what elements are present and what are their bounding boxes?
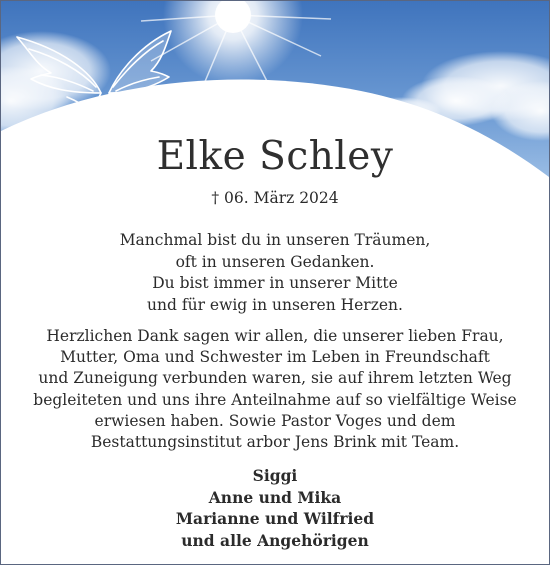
signer: Marianne und Wilfried	[175, 509, 375, 529]
thanks-line: begleiteten und uns ihre Anteilnahme auf so vielfältige Weise	[33, 390, 517, 409]
signer: und alle Angehörigen	[181, 531, 369, 551]
poem	[1, 230, 549, 317]
thanks-line: Herzlichen Dank sagen wir allen, die unserer lieben Frau,	[46, 327, 504, 345]
thanks-line: erwiesen haben. Sowie Pastor Voges und dem	[94, 411, 456, 430]
poem-line: oft in unseren Gedanken.	[175, 252, 375, 271]
thanks-line: und Zuneigung verbunden waren, sie auf ihrem letzten Weg	[38, 369, 512, 388]
poem-line: Manchmal bist du in unseren Träumen,	[119, 231, 431, 249]
signers	[1, 465, 549, 552]
thanks-line: Bestattungsinstitut arbor Jens Brink mit Team.	[90, 433, 460, 452]
death-date: † 06. März 2024	[211, 189, 339, 207]
poem-line: Du bist immer in unserer Mitte	[152, 274, 398, 293]
signer: Anne und Mika	[208, 487, 342, 507]
poem-line: und für ewig in unseren Herzen.	[147, 296, 403, 315]
signer: Siggi	[252, 466, 298, 485]
thanks-line: Mutter, Oma und Schwester im Leben in Freundschaft	[60, 348, 490, 367]
deceased-name: Elke Schley	[156, 134, 394, 179]
thanks-text	[1, 326, 549, 453]
